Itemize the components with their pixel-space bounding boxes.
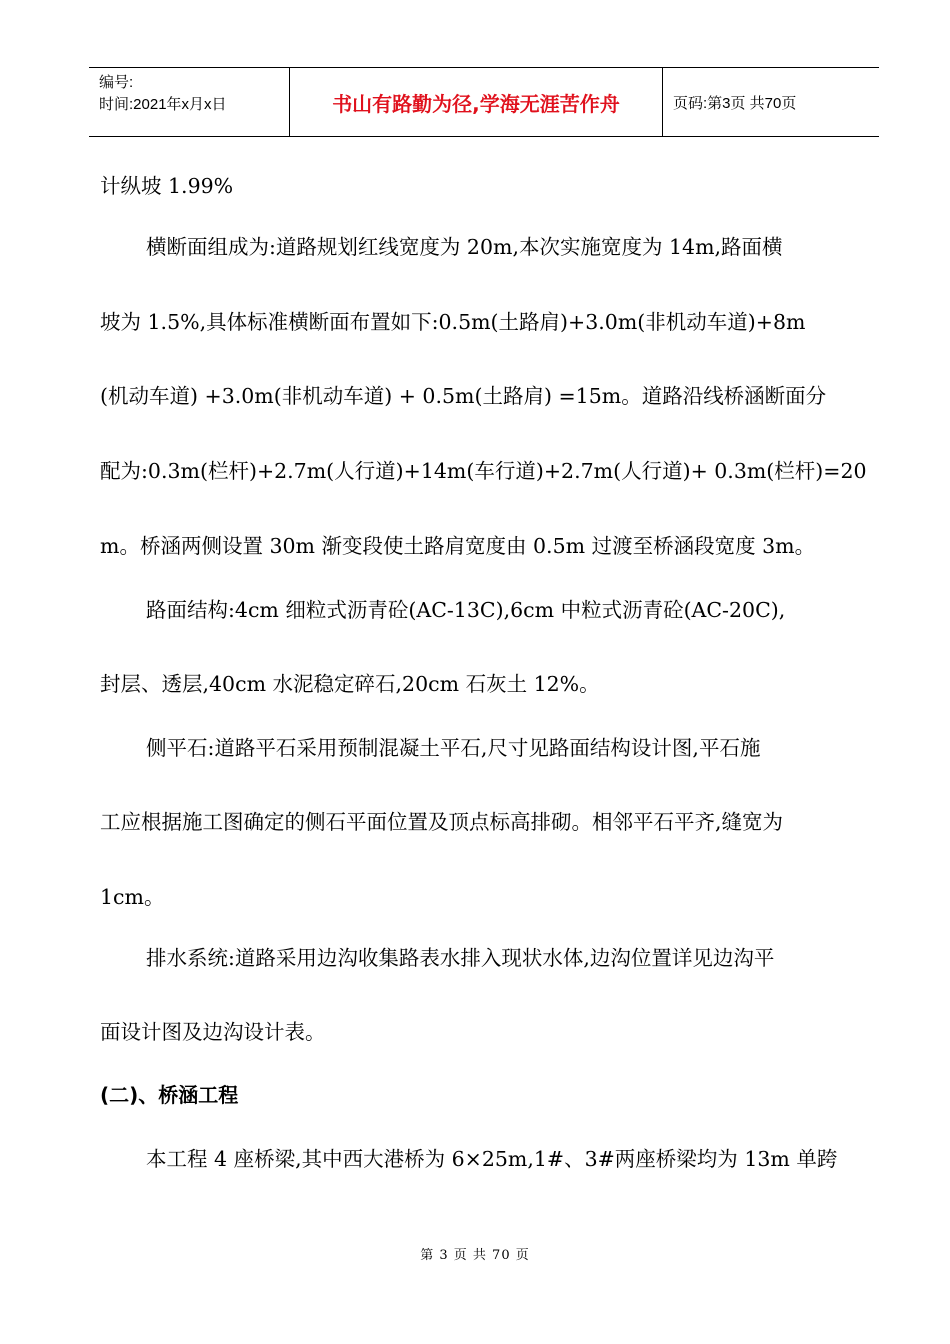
header-motto: 书山有路勤为径,学海无涯苦作舟 — [290, 68, 663, 136]
header-page-info: 页码:第3页 共70页 — [673, 94, 797, 112]
body-line: m。桥涵两侧设置 30m 渐变段使土路肩宽度由 0.5m 过渡至桥涵段宽度 3m。 — [100, 534, 816, 558]
body-line: 坡为 1.5%,具体标准横断面布置如下:0.5m(土路肩)+3.0m(非机动车道)+8m — [100, 310, 806, 334]
page-footer: 第 3 页 共 70 页 — [420, 1248, 530, 1263]
body-line: 侧平石:道路平石采用预制混凝土平石,尺寸见路面结构设计图,平石施 — [146, 736, 761, 760]
body-line: (机动车道) +3.0m(非机动车道) + 0.5m(土路肩) =15m。道路沿线桥涵断面分 — [100, 384, 827, 408]
time-label: 时间:2021年x月x日 — [99, 96, 227, 113]
body-line: 计纵坡 1.99% — [100, 174, 234, 198]
body-line: 配为:0.3m(栏杆)+2.7m(人行道)+14m(车行道)+2.7m(人行道)+ 0.3m(栏杆)=20 — [100, 459, 867, 483]
body-line: 横断面组成为:道路规划红线宽度为 20m,本次实施宽度为 14m,路面横 — [146, 235, 783, 259]
body-line: 工应根据施工图确定的侧石平面位置及顶点标高排砌。相邻平石平齐,缝宽为 — [100, 810, 784, 834]
page-header — [89, 67, 879, 137]
body-line: 排水系统:道路采用边沟收集路表水排入现状水体,边沟位置详见边沟平 — [146, 946, 775, 970]
body-line: 面设计图及边沟设计表。 — [100, 1020, 326, 1044]
number-label: 编号: — [99, 74, 134, 91]
body-line: 封层、透层,40cm 水泥稳定碎石,20cm 石灰土 12%。 — [100, 672, 600, 696]
section-heading: (二)、桥涵工程 — [100, 1083, 239, 1107]
body-line: 本工程 4 座桥梁,其中西大港桥为 6×25m,1#、3#两座桥梁均为 13m 单跨 — [146, 1147, 838, 1171]
body-line: 路面结构:4cm 细粒式沥青砼(AC-13C),6cm 中粒式沥青砼(AC-20C), — [146, 598, 786, 622]
header-meta — [89, 68, 290, 136]
body-line: 1cm。 — [100, 885, 165, 909]
